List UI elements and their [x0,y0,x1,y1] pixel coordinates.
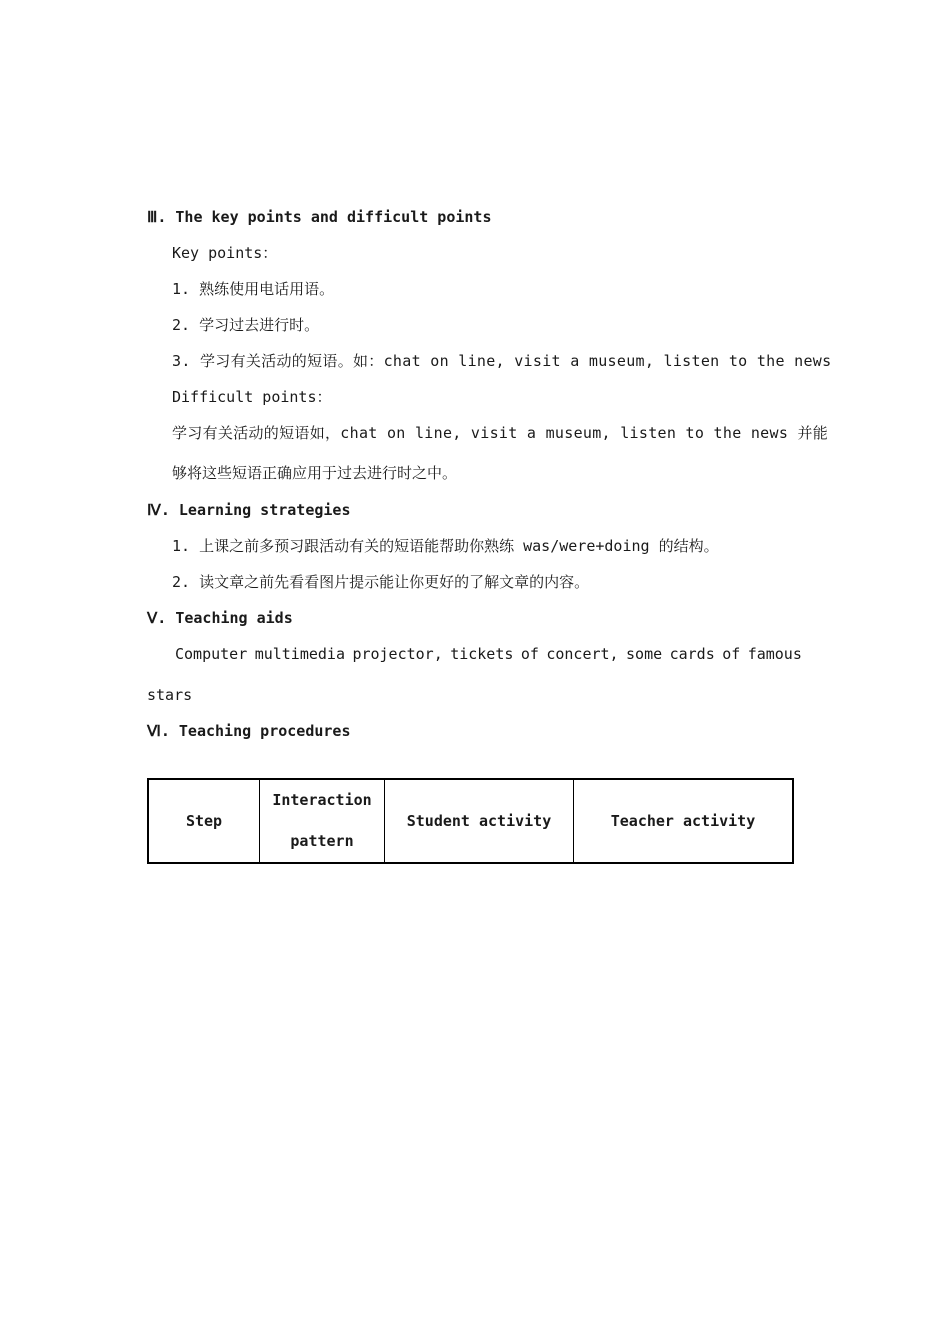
aids-word: of [722,645,741,663]
header-teacher-activity: Teacher activity [574,779,794,863]
teaching-aids-text [175,644,802,664]
header-interaction-line2: pattern [290,832,354,850]
difficult-points-label: Difficult points： [172,388,332,406]
teaching-aids-text-cont: stars [147,686,193,704]
key-point-item: 3. 学习有关活动的短语。如：chat on line, visit a museum, listen to the news [172,352,832,370]
aids-word: tickets [450,645,514,663]
teaching-aids-heading: Ⅴ. Teaching aids [147,609,293,627]
key-point-item: 1. 熟练使用电话用语。 [172,280,335,298]
strategies-heading: Ⅳ. Learning strategies [147,501,351,519]
aids-word: concert, [546,645,619,663]
header-interaction-line1: Interaction [272,791,372,809]
aids-word: famous [747,645,802,663]
header-step: Step [148,779,260,863]
aids-word: some [626,645,663,663]
aids-word: cards [669,645,715,663]
header-interaction-pattern [260,779,385,863]
difficult-point-line: 学习有关活动的短语如，chat on line, visit a museum, listen to the news 并能 [172,424,829,442]
procedures-heading: Ⅵ. Teaching procedures [147,722,351,740]
aids-word: of [520,645,539,663]
strategy-item: 2. 读文章之前先看看图片提示能让你更好的了解文章的内容。 [172,573,590,591]
aids-word: Computer [175,645,248,663]
table-header-row [148,779,793,863]
key-point-item: 2. 学习过去进行时。 [172,316,320,334]
difficult-point-line: 够将这些短语正确应用于过去进行时之中。 [172,464,458,482]
key-points-heading: Ⅲ. The key points and difficult points [147,208,492,226]
aids-word: multimedia [254,645,345,663]
strategy-item: 1. 上课之前多预习跟活动有关的短语能帮助你熟练 was/were+doing 的结构。 [172,537,719,555]
key-points-label: Key points： [172,244,278,262]
aids-word: projector, [352,645,443,663]
procedures-table [147,778,794,864]
header-student-activity: Student activity [385,779,574,863]
